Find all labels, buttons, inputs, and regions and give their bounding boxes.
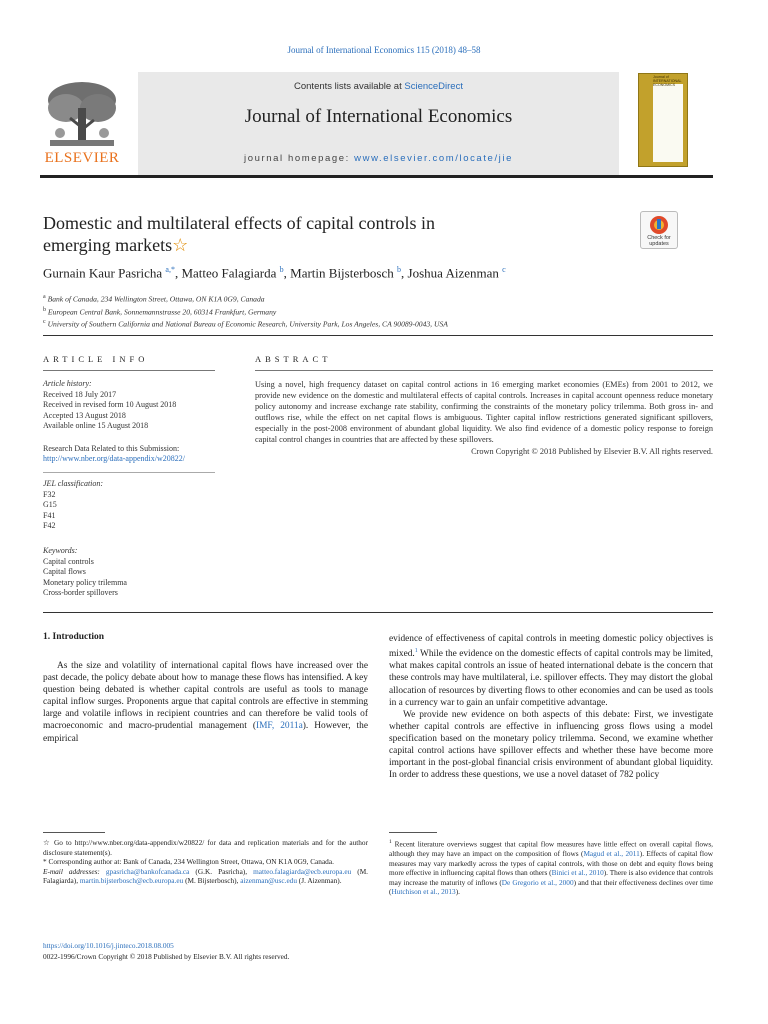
abstract-body — [255, 379, 713, 457]
author-name: Matteo Falagiarda — [181, 265, 277, 281]
history-item: Available online 15 August 2018 — [43, 421, 149, 430]
email-link[interactable]: martin.bijsterbosch@ecb.europa.eu — [79, 876, 184, 886]
keyword: Monetary policy trilemma — [43, 577, 127, 587]
section-heading-introduction: 1. Introduction — [43, 632, 105, 642]
history-item: Accepted 13 August 2018 — [43, 410, 126, 420]
footnote-mark-link[interactable]: 1 — [414, 648, 418, 655]
homepage-label: journal homepage: — [244, 153, 355, 164]
journal-title: Journal of International Economics — [244, 106, 513, 127]
article-history — [43, 379, 215, 465]
footnote-rule-left — [43, 832, 105, 833]
corresponding-author-note: * Corresponding author at: Bank of Canada, 234 Wellington Street, Ottawa, ON K1A 0G9, Canada. — [43, 857, 334, 867]
intro-paragraph: As the size and volatility of international capital flows have increased over the past decade, the policy debate about how to manage these flows has intensified. A key question being debated is whether capital controls are useful as tools to manage capital inflow surges. Proponents argue that capital controls are effective in stemming large and volatile inflows in recipient countries and can therefore be valid tools of macroeconomic and macro-prudential management (IMF, 2011a). However, the empirical — [43, 661, 369, 744]
citation-link[interactable]: Binici et al., 2010 — [551, 868, 604, 878]
keyword: Capital flows — [43, 567, 86, 576]
abstract-rule — [255, 370, 713, 371]
journal-cover-thumbnail — [638, 73, 688, 167]
research-data-label: Research Data Related to this Submission: — [43, 443, 180, 453]
footnote-rule-right — [389, 832, 437, 833]
intro-right-column — [389, 633, 713, 781]
author-list: Gurnain Kaur Pasricha $^{a,*}$, Matteo Falagiarda $^b$, Martin Bijsterbosch $^b$, Joshua Aizenman $^c$ — [43, 265, 506, 281]
citation-link[interactable]: IMF, 2011a — [255, 721, 303, 732]
citation-line[interactable]: Journal of International Economics 115 (2018) 48–58 — [287, 45, 481, 55]
history-label: Article history: — [43, 379, 92, 388]
abstract-copyright: Crown Copyright © 2018 Published by Elsevier B.V. All rights reserved. — [471, 446, 713, 456]
citation-link[interactable]: Hutchison et al., 2013 — [391, 887, 456, 897]
homepage-link[interactable]: www.elsevier.com/locate/jie — [354, 153, 513, 164]
article-info-heading: ARTICLE INFO — [43, 354, 149, 364]
abstract-heading: ABSTRACT — [255, 354, 332, 364]
citation-link[interactable]: Magud et al., 2011 — [583, 849, 640, 859]
citation-link[interactable]: De Gregorio et al., 2000 — [501, 877, 574, 887]
jel-code: F32 — [43, 489, 56, 499]
contents-prefix: Contents lists available at — [294, 81, 405, 92]
article-info-rule — [43, 370, 215, 371]
article-title-line2: emerging markets — [43, 235, 173, 255]
affiliations — [43, 292, 448, 330]
elsevier-logo — [40, 78, 124, 168]
affiliations-rule — [43, 335, 713, 336]
author-affil-link[interactable]: c — [502, 265, 506, 274]
history-item: Received 18 July 2017 — [43, 389, 117, 399]
research-data-link[interactable]: http://www.nber.org/data-appendix/w20822/ — [43, 454, 185, 463]
jel-code: F41 — [43, 510, 56, 520]
author-affil-link[interactable]: a,* — [165, 265, 175, 274]
keyword: Capital controls — [43, 556, 94, 566]
issn-copyright: 0022-1996/Crown Copyright © 2018 Published by Elsevier B.V. All rights reserved. — [43, 952, 290, 961]
check-updates-icon — [641, 214, 677, 236]
header-rule — [40, 175, 713, 178]
author-name: Gurnain Kaur Pasricha — [43, 265, 163, 281]
bottom-matter — [43, 940, 289, 962]
contents-line — [138, 81, 619, 92]
article-title — [43, 212, 563, 256]
history-item: Received in revised form 10 August 2018 — [43, 400, 177, 409]
jel-classification — [43, 479, 215, 532]
keyword: Cross-border spillovers — [43, 588, 118, 597]
keywords — [43, 546, 215, 599]
star-footnote: ☆ Go to http://www.nber.org/data-appendix/w20822/ for data and replication materials and for the author disclosure statement(s). — [43, 838, 368, 857]
check-updates-label: Check for updates — [647, 235, 671, 247]
title-footnote-star-icon[interactable]: ☆ — [172, 235, 189, 255]
author-affil-link[interactable]: b — [397, 265, 402, 274]
jel-label: JEL classification: — [43, 479, 104, 488]
intro-left-column — [43, 660, 368, 745]
sciencedirect-link[interactable]: ScienceDirect — [404, 81, 463, 92]
doi-link[interactable]: https://doi.org/10.1016/j.jinteco.2018.08.005 — [43, 941, 174, 950]
author-name: Joshua Aizenman — [407, 265, 499, 281]
keywords-label: Keywords: — [43, 546, 78, 555]
affiliation: $^c$ University of Southern California and National Bureau of Economic Research, University Park, Los Angeles, CA 90089-0043, USA — [43, 319, 448, 329]
cover-title: Journal of INTERNATIONAL ECONOMICS — [653, 75, 682, 87]
front-matter-rule — [43, 612, 713, 613]
affiliation: $^b$ European Central Bank, Sonnemannstrasse 20, 60314 Frankfurt, Germany — [43, 306, 277, 317]
email-link[interactable]: aizenman@usc.edu — [240, 876, 297, 886]
email-addresses: E-mail addresses: gpasricha@bankofcanada.ca (G.K. Pasricha), matteo.falagiarda@ecb.europa.eu (M. Falagiarda), martin.bijsterbosch@ecb.europa.eu (M. Bijsterbosch), aizenman@usc.edu (J. Aizenman). — [43, 866, 369, 886]
email-link[interactable]: gpasricha@bankofcanada.ca — [105, 866, 190, 876]
jel-rule — [43, 472, 215, 473]
intro-paragraph: evidence of effectiveness of capital controls in meeting domestic policy objectives is mixed.$^1$ While the evidence on the domestic effects of capital controls may be limited, what makes capital controls an issue of heated international debate is the concern that these controls may have multilateral, i.e. spillover effects. They may distort the global allocation of resources by diverting flows to other economies and can be used as tools in a currency war to gain an unfair competitive advantage. — [389, 634, 713, 708]
journal-homepage — [138, 153, 619, 164]
jel-code: G15 — [43, 500, 57, 509]
article-title-line1: Domestic and multilateral effects of capital controls in — [43, 213, 436, 233]
cover-content-area — [653, 84, 683, 162]
author-name: Martin Bijsterbosch — [290, 265, 394, 281]
publisher-name: ELSEVIER — [44, 150, 120, 166]
author-affil-link[interactable]: b — [279, 265, 284, 274]
jel-code: F42 — [43, 521, 56, 530]
left-footnotes — [43, 838, 368, 886]
abstract-text: Using a novel, high frequency dataset on capital control actions in 16 emerging market economies (EMEs) from 2001 to 2012, we provide new evidence on the domestic and multilateral effects of capital controls. Increases in capital account openness reduce monetary policy autonomy and increase exchange rate stability, confirming the constraints of the monetary policy trilemma. Both gross in- and outflows rise, while the effect on net capital flows is ambiguous. Tighter capital inflow restrictions generated significant spillovers, especially in the post-2008 environment of abundant global liquidity. We also find evidence of a domestic policy response to foreign capital control changes in countries that are affected by these spillovers. — [255, 380, 713, 445]
affiliation: $^a$ Bank of Canada, 234 Wellington Street, Ottawa, ON K1A 0G9, Canada — [43, 294, 265, 304]
footnote-1: $^1$ Recent literature overviews suggest that capital flow measures have little effect on overall capital flows, although they may have an impact on the composition of flows (Magud et al., 2011). Effects of capital flow measures may vary markedly across the types of capital controls, with those on debt and equity flows being more effective in influencing capital flows than others (Binici et al., 2010). There is also evidence that controls may increase the maturity of inflows (De Gregorio et al., 2000) and that their effectiveness declines over time (Hutchison et al., 2013). — [389, 839, 714, 897]
check-for-updates-badge[interactable] — [640, 211, 678, 249]
intro-paragraph: We provide new evidence on both aspects of this debate: First, we investigate whether capital controls are effective in influencing gross flows using a model specification based on the monetary policy trilemma. Second, we examine whether capital control actions have spillover effects and whether these have become more important in the post-global financial crisis environment of abundant global liquidity. In order to address these questions, we use a novel dataset of 782 policy — [389, 709, 713, 781]
email-link[interactable]: matteo.falagiarda@ecb.europa.eu — [253, 866, 352, 876]
